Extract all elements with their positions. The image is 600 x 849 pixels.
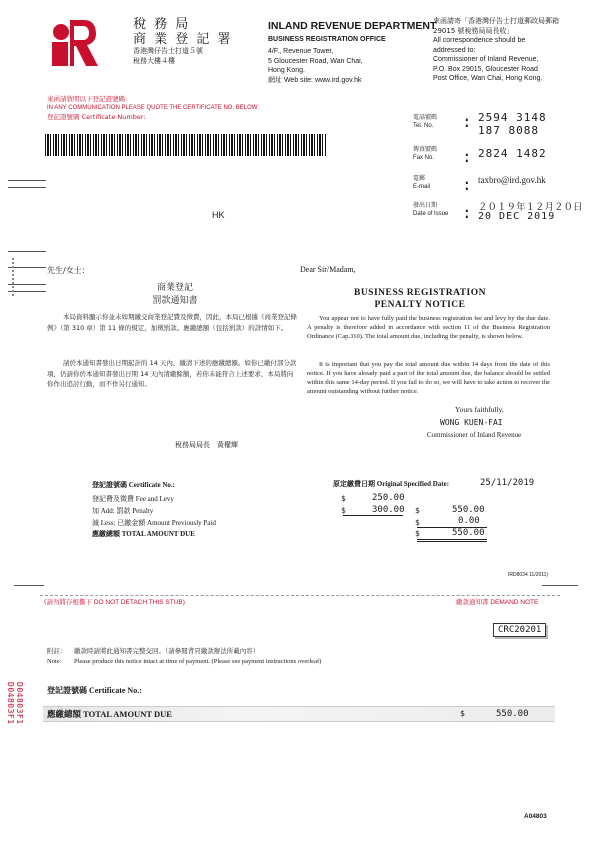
website: 網址 Web site: www.ird.gov.hk bbox=[268, 76, 362, 84]
stub-total-amount: 550.00 bbox=[496, 709, 529, 719]
due-date-label: 原定繳費日期 Original Specified Date: bbox=[333, 480, 450, 488]
addr-zh-1: 香港灣仔告士打道５號 bbox=[133, 47, 203, 55]
due-date-value: 25/11/2019 bbox=[480, 478, 535, 488]
fold-mark bbox=[14, 585, 44, 586]
issue-date-en: 20 DEC 2019 bbox=[478, 211, 556, 222]
colon-tel: : bbox=[462, 112, 472, 131]
ird-logo bbox=[52, 18, 98, 68]
recipient-country: HK bbox=[212, 210, 225, 220]
ref-code-box: CRC20201 bbox=[493, 623, 546, 637]
note-zh-label: 附註： bbox=[47, 647, 67, 655]
fold-guide bbox=[12, 258, 36, 296]
email-address: taxbro@ird.gov.hk bbox=[478, 175, 546, 185]
stub-total-dollar: $ bbox=[460, 709, 465, 718]
barcode bbox=[45, 134, 327, 156]
signature-name: WONG KUEN-FAI bbox=[440, 418, 503, 427]
en-title-1: BUSINESS REGISTRATION bbox=[353, 288, 487, 298]
zh-title-2: 罰款通知書 bbox=[152, 296, 198, 306]
subtotal-rule bbox=[343, 515, 403, 516]
fax-label-en: Fax No. bbox=[413, 155, 435, 161]
tel-label bbox=[413, 114, 437, 130]
corr-en-4: P.O. Box 29015, Gloucester Road bbox=[433, 65, 538, 73]
demand-note-title bbox=[456, 597, 538, 606]
fee-levy-dollar: $ bbox=[341, 494, 346, 503]
en-title-2: PENALTY NOTICE bbox=[374, 300, 466, 310]
stub-cert-label: 登記證號碼 Certificate No.: bbox=[47, 686, 142, 695]
zh-title bbox=[130, 282, 220, 308]
penalty-dollar: $ bbox=[341, 506, 346, 515]
addr-zh-2: 稅務大樓４樓 bbox=[133, 57, 175, 65]
note-en: Please produce this notice intact at time of payment. (Please see payment instructions overleaf) bbox=[74, 658, 322, 665]
dept-zh: 稅 務 局 bbox=[133, 17, 191, 32]
stub-total-label: 應繳總額 TOTAL AMOUNT DUE bbox=[47, 709, 172, 719]
fee-levy-label: 登記費及徵費 Fee and Levy bbox=[92, 495, 174, 503]
address-en bbox=[268, 47, 428, 85]
detach-line bbox=[40, 595, 560, 596]
detach-instruction bbox=[44, 597, 185, 606]
corr-zh: 來函請寄「香港灣仔告士打道郵政局郵箱 29015 號稅務局局長收」 bbox=[433, 17, 559, 35]
issue-label-en: Date of Issue bbox=[413, 211, 449, 217]
tel-1: 2594 3148 bbox=[478, 111, 547, 124]
less-paid-label: 減 Less: 已繳金額 Amount Previously Paid bbox=[92, 519, 216, 527]
fold-mark bbox=[8, 180, 46, 181]
signature-closing: Yours faithfully, bbox=[455, 405, 504, 414]
zh-paragraph-2: 請於本通知書發出日期起計的 14 天內，繳清下述的應繳總額。如你已繳付部分款項，仍請你於本通知書發出日期 14 天內清繳餘額，若你未能符合上述要求，本局將向你作出追討行動，而不作另行通知。 bbox=[47, 359, 297, 388]
greeting-en: Dear Sir/Madam, bbox=[300, 265, 356, 274]
issue-label-zh: 發出日期 bbox=[413, 202, 438, 209]
notice-zh: 來函請敘明以下登記證號碼： bbox=[47, 95, 132, 103]
corr-en-3: Commissioner of Inland Revenue, bbox=[433, 56, 539, 63]
colon-fax: : bbox=[462, 147, 472, 166]
dept-name-zh bbox=[133, 17, 233, 47]
colon-email: : bbox=[462, 175, 472, 194]
form-code: IRD8034 11/2011) bbox=[508, 572, 549, 578]
fax-label-zh: 傳真號碼 bbox=[413, 146, 438, 153]
total-double-rule-2 bbox=[417, 541, 487, 542]
fee-levy-amount: 250.00 bbox=[372, 493, 405, 503]
note-en-label: Note: bbox=[47, 658, 62, 665]
detach-en: DO NOT DETACH THIS STUB) bbox=[93, 599, 185, 606]
fold-mark bbox=[542, 585, 578, 586]
tel-2: 187 8088 bbox=[478, 124, 539, 137]
office-zh: 商 業 登 記 署 bbox=[133, 32, 233, 47]
office-name-en: BUSINESS REGISTRATION OFFICE bbox=[268, 36, 386, 43]
email-label bbox=[413, 175, 430, 191]
colon-issue: : bbox=[462, 203, 472, 222]
note-zh: 繳款時請將此通知書完整交回。（請參閱背頁繳款辦法所載內容） bbox=[74, 647, 260, 655]
subtotal-amount: 550.00 bbox=[452, 505, 485, 515]
correspondence-block bbox=[433, 17, 583, 84]
en-title bbox=[330, 287, 510, 311]
signature-zh: 稅務局局長 黃權輝 bbox=[175, 441, 238, 449]
signature-title: Commissioner of Inland Revenue bbox=[427, 431, 522, 439]
total-dollar: $ bbox=[415, 529, 420, 538]
addr-en-3: Hong Kong. bbox=[268, 67, 305, 74]
issue-label bbox=[413, 202, 448, 218]
total-due-label: 應繳總額 TOTAL AMOUNT DUE bbox=[92, 530, 195, 538]
tel-label-zh: 電話號碼 bbox=[413, 114, 438, 121]
corr-en-5: Post Office, Wan Chai, Hong Kong. bbox=[433, 75, 543, 82]
notice-cert-label: 登記證號碼 Certificate Number: bbox=[47, 113, 146, 121]
demand-zh: 繳款通知書 bbox=[456, 598, 489, 606]
corr-en-2: addressed to: bbox=[433, 46, 476, 54]
dept-name-en: INLAND REVENUE DEPARTMENT bbox=[268, 20, 437, 32]
addr-en-2: 5 Gloucester Road, Wan Chai, bbox=[268, 57, 363, 65]
address-zh bbox=[133, 46, 203, 66]
en-paragraph-2: It is important that you pay the total amount due within 14 days from the date of this notice. If you have already paid a part of the total amount due, the balance should be settled within this same 14-day period. If you fail to do so, we will have to take action to recover the amount outstanding without further notice. bbox=[307, 361, 550, 395]
issue-date-zh: ２０１９年１２月２０日 bbox=[478, 202, 583, 213]
fold-mark bbox=[8, 187, 46, 188]
less-paid-amount: 0.00 bbox=[458, 516, 480, 526]
zh-title-1: 商業登記 bbox=[156, 283, 193, 293]
en-paragraph-1: You appear not to have fully paid the business registration fee and levy by the due date. A penalty is therefore added in accordance with section 11 of the Business Registration Ordinance (Cap.310). The total amount due, including the penalty, is shown below. bbox=[307, 315, 550, 340]
detach-zh: (請勿將存根撕下 bbox=[44, 598, 93, 606]
fax-label bbox=[413, 146, 437, 162]
total-amount: 550.00 bbox=[452, 528, 485, 538]
greeting-zh: 先生/女士： bbox=[47, 266, 90, 275]
zh-paragraph-1: 本局資料顯示你並未如期繳交商業登記費及徵費，因此，本局已根據《商業登記條例》（第 310 章）第 11 條的規定，加徵罰款。應繳總額（包括罰款）的詳情如下。 bbox=[47, 313, 297, 332]
notice-en: IN ANY COMMUNICATION PLEASE QUOTE THE CERTIFICATE NO. BELOW: bbox=[47, 105, 260, 111]
penalty-amount: 300.00 bbox=[372, 505, 405, 515]
tel-label-en: Tel. No. bbox=[413, 123, 434, 129]
demand-en: DEMAND NOTE bbox=[490, 599, 539, 606]
total-double-rule-1 bbox=[417, 539, 487, 540]
email-label-zh: 電郵 bbox=[413, 175, 426, 182]
quote-notice bbox=[47, 95, 347, 122]
form-number: A04803 bbox=[524, 813, 547, 820]
fax-number: 2824 1482 bbox=[478, 147, 547, 160]
summary-cert-label: 登記證號碼 Certificate No.: bbox=[92, 481, 176, 489]
side-code: D04803F1 D04803F1 bbox=[6, 682, 24, 725]
email-label-en: E-mail bbox=[413, 184, 431, 190]
corr-en-1: All correspondence should be bbox=[433, 37, 526, 44]
less-paid-dollar: $ bbox=[415, 518, 420, 527]
fold-mark bbox=[8, 251, 46, 252]
subtotal-dollar: $ bbox=[415, 506, 420, 515]
penalty-label: 加 Add: 罰款 Penalty bbox=[92, 507, 154, 515]
addr-en-1: 4/F., Revenue Tower, bbox=[268, 48, 334, 55]
